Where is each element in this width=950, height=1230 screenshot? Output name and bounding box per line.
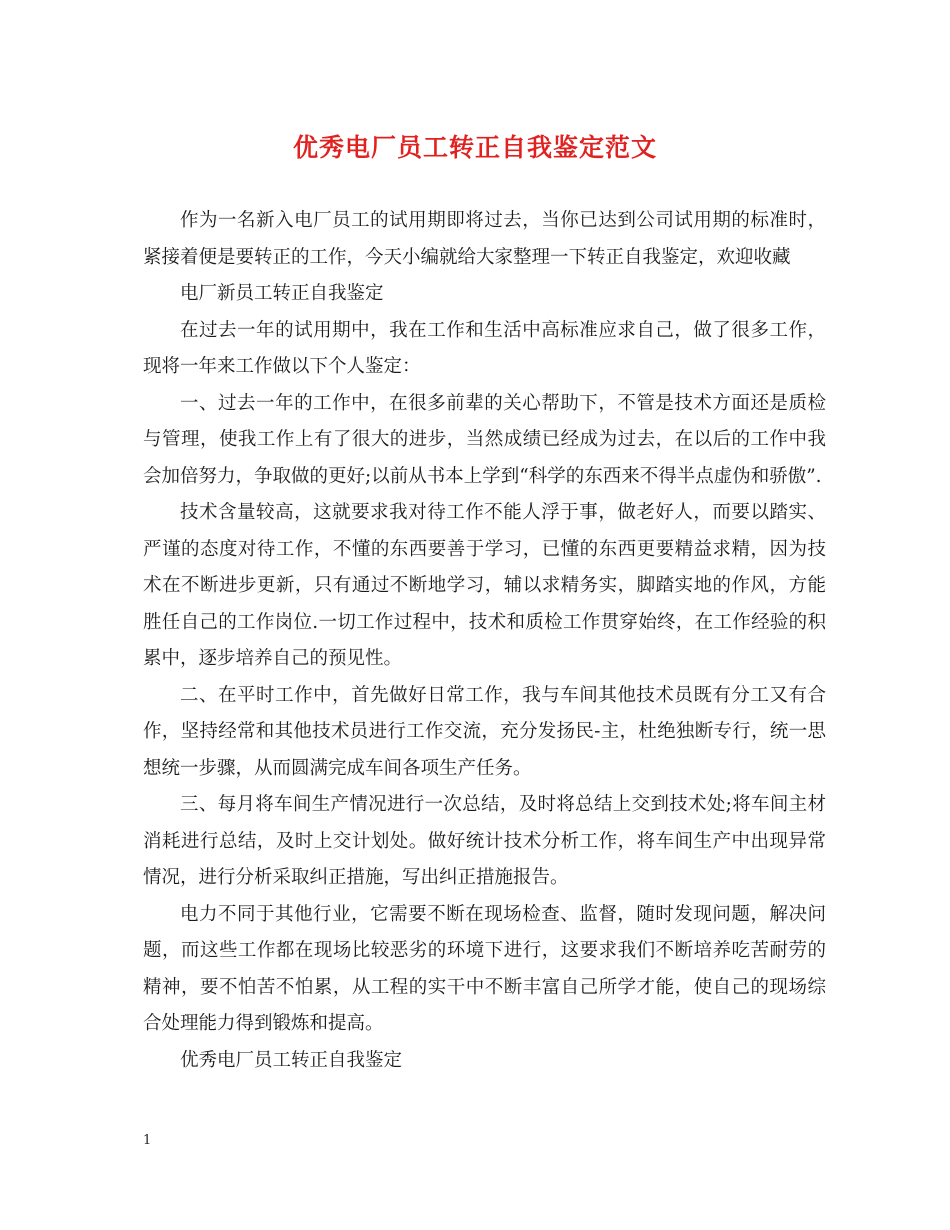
paragraph: 三、每月将车间生产情况进行一次总结，及时将总结上交到技术处;将车间主材消耗进行总结，及时上交计划处。做好统计技术分析工作，将车间生产中出现异常情况，进行分析采取纠正措施，写出纠正措施报告。 xyxy=(143,794,826,888)
paragraph: 在过去一年的试用期中，我在工作和生活中高标准应求自己，做了很多工作，现将一年来工作做以下个人鉴定： xyxy=(143,319,826,377)
paragraph: 技术含量较高，这就要求我对待工作不能人浮于事，做老好人，而要以踏实、严谨的态度对待工作，不懂的东西要善于学习，已懂的东西更要精益求精，因为技术在不断进步更新，只有通过不断地学习，辅以求精务实，脚踏实地的作风，方能胜任自己的工作岗位.一切工作过程中，技术和质检工作贯穿始终，在工作经验的积累中，逐步培养自己的预见性。 xyxy=(143,502,826,669)
page-title: 优秀电厂员工转正自我鉴定范文 xyxy=(292,133,657,162)
section-heading: 电厂新员工转正自我鉴定 xyxy=(180,283,384,304)
paragraph: 电力不同于其他行业，它需要不断在现场检查、监督，随时发现问题，解决问题，而这些工作都在现场比较恶劣的环境下进行，这要求我们不断培养吃苦耐劳的精神，要不怕苦不怕累，从工程的实干中不断丰富自己所学才能，使自己的现场综合处理能力得到锻炼和提高。 xyxy=(143,903,826,1034)
paragraph: 一、过去一年的工作中，在很多前辈的关心帮助下，不管是技术方面还是质检与管理，使我工作上有了很大的进步，当然成绩已经成为过去，在以后的工作中我会加倍努力，争取做的更好;以前从书本上学到“科学的东西来不得半点虚伪和骄傲”. xyxy=(143,392,826,487)
paragraph-intro: 作为一名新入电厂员工的试用期即将过去，当你已达到公司试用期的标准时，紧接着便是要转正的工作，今天小编就给大家整理一下转正自我鉴定，欢迎收藏 xyxy=(143,210,826,268)
page-number: 1 xyxy=(143,1133,152,1148)
document-body xyxy=(143,203,826,1079)
paragraph: 二、在平时工作中，首先做好日常工作，我与车间其他技术员既有分工又有合作，坚持经常和其他技术员进行工作交流，充分发扬民-主，杜绝独断专行，统一思想统一步骤，从而圆满完成车间各项生产任务。 xyxy=(143,684,826,779)
section-heading: 优秀电厂员工转正自我鉴定 xyxy=(180,1049,403,1071)
